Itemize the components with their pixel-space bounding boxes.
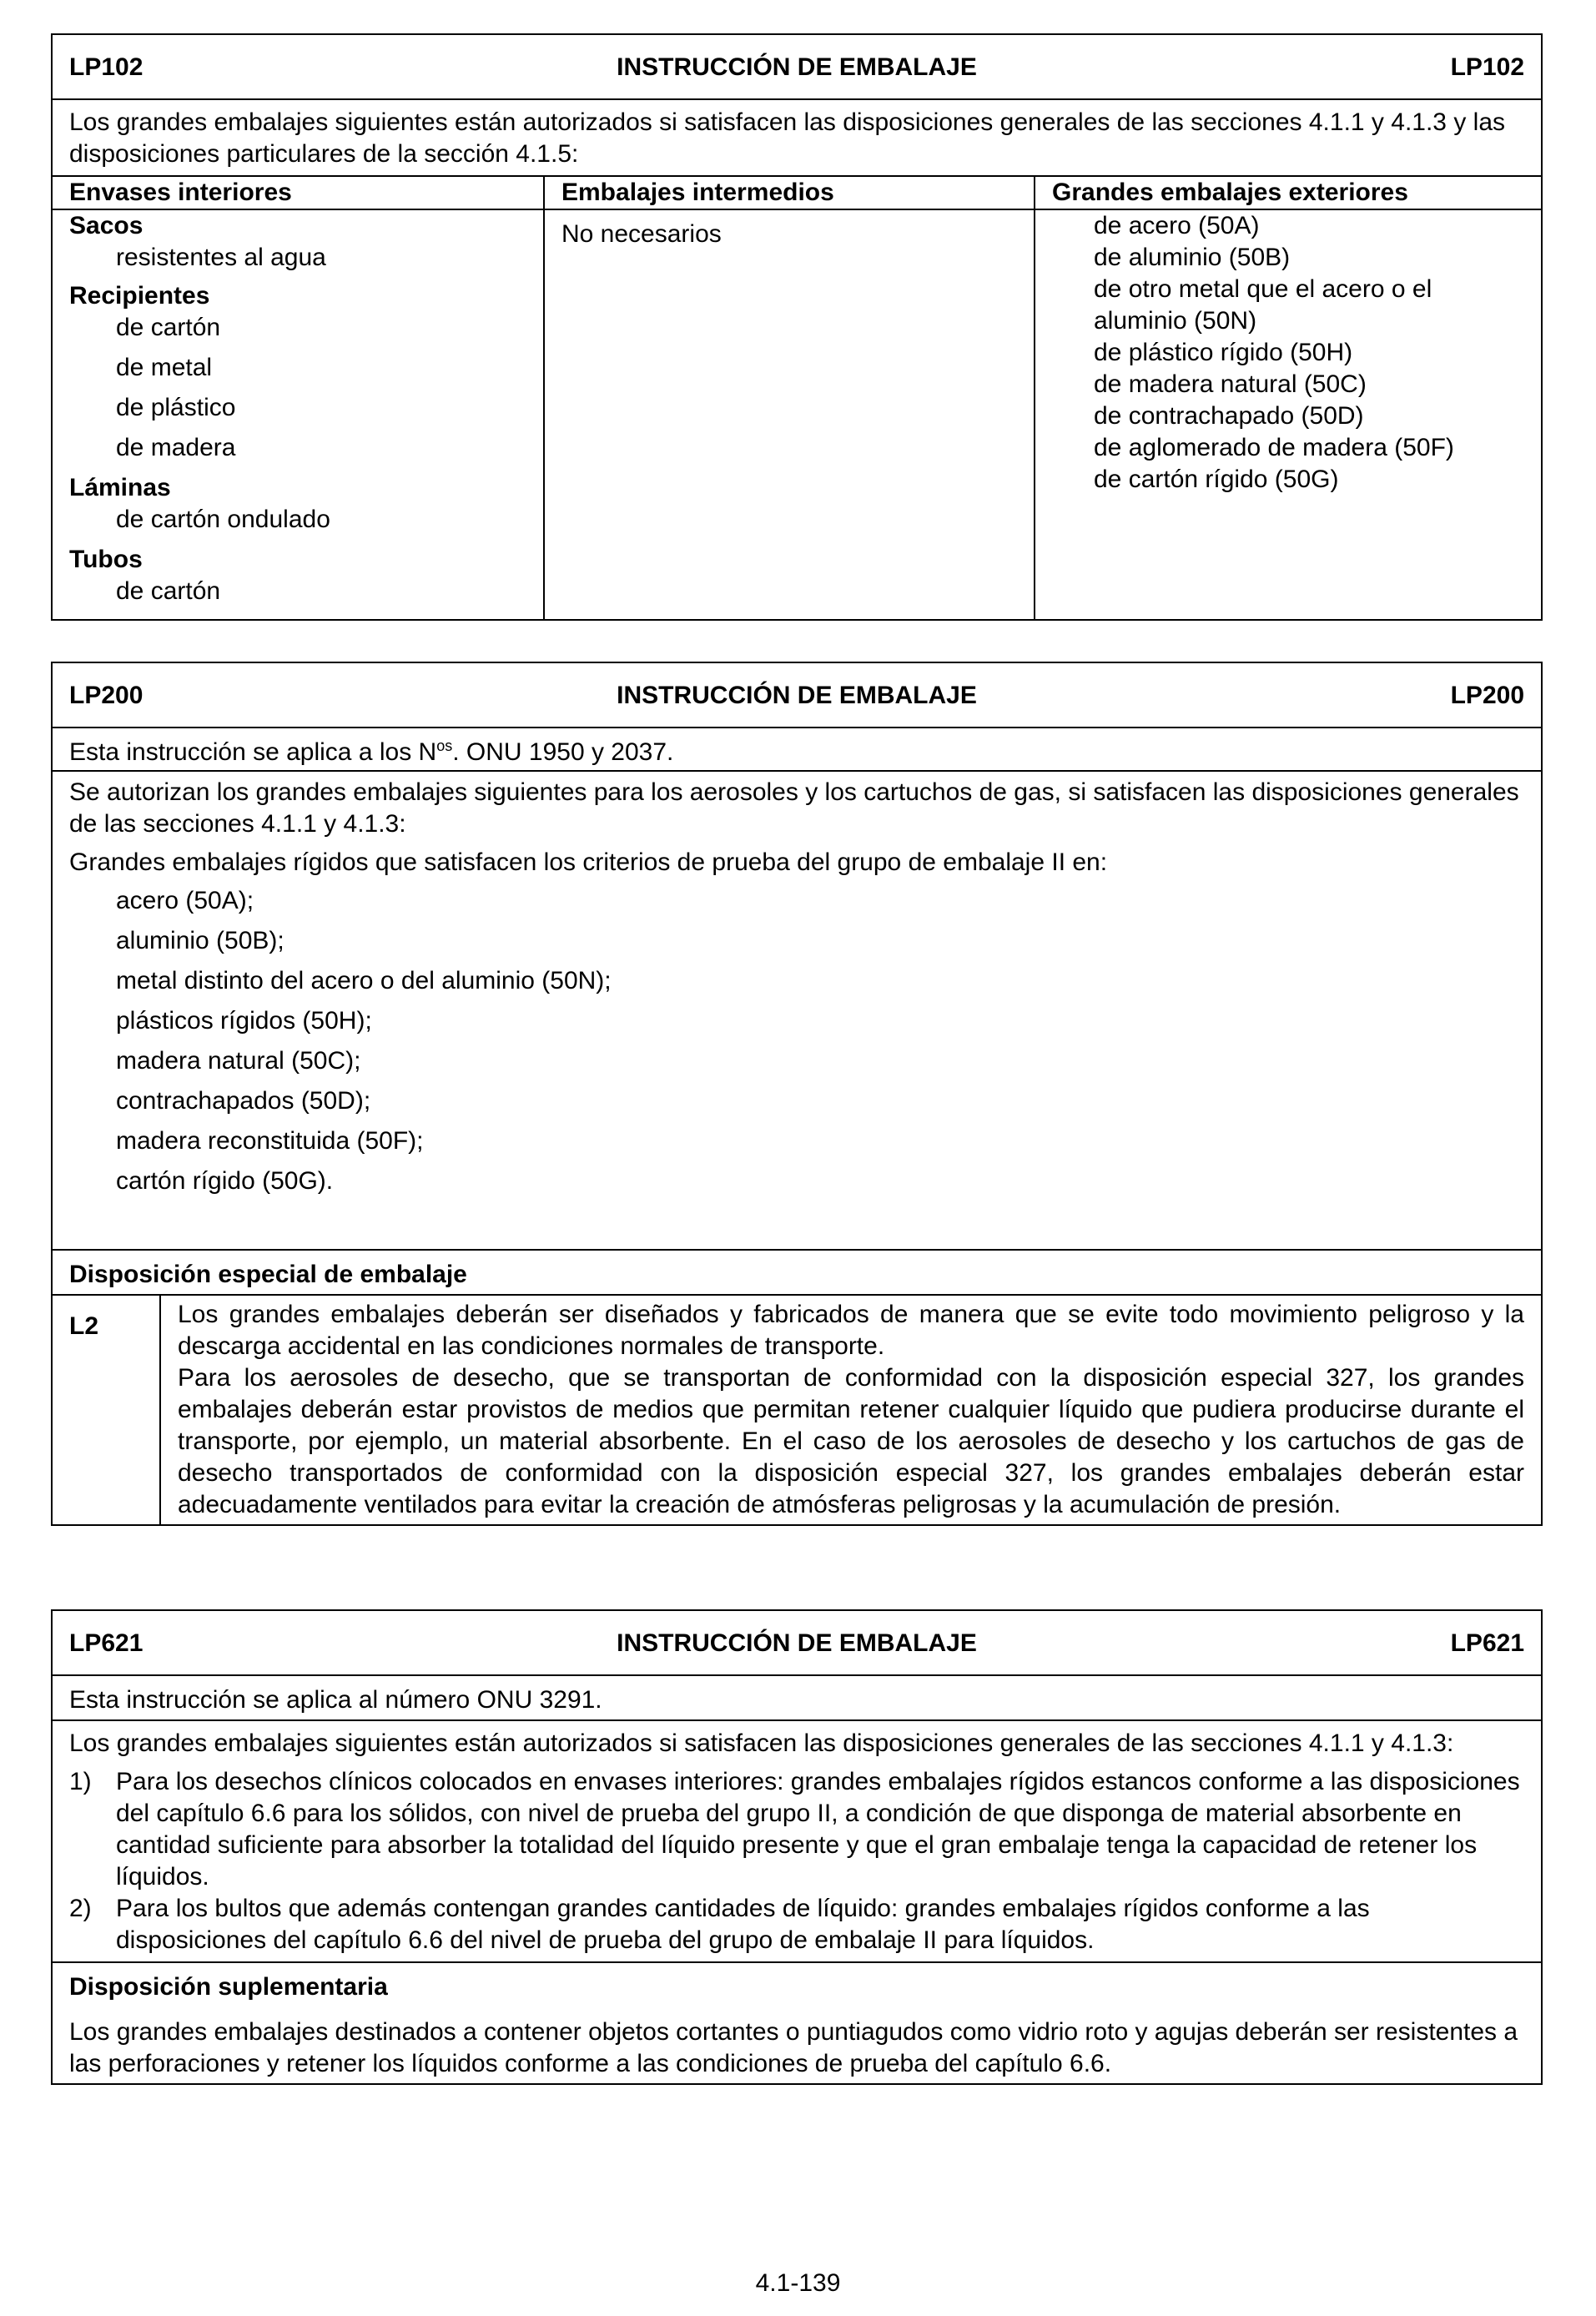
col-header-outer: Grandes embalajes exteriores: [1034, 177, 1541, 209]
lp102-code-right: LP102: [1450, 53, 1524, 81]
lp621-body: [53, 1719, 1541, 1961]
material-item: cartón rígido (50G).: [116, 1167, 334, 1195]
lp621-supplementary: [53, 1961, 1541, 2083]
lp200-special-provision: [53, 1294, 1541, 1524]
page-number: 4.1-139: [755, 2269, 841, 2297]
lp621-item: [69, 1893, 1524, 1956]
lp621-supp-heading: Disposición suplementaria: [69, 1973, 388, 2001]
material-item: madera reconstituida (50F);: [116, 1127, 424, 1155]
outer-item: de aglomerado de madera (50F): [1094, 434, 1454, 461]
inner-item: de madera: [116, 434, 236, 461]
lp102-intro: Los grandes embalajes siguientes están autorizados si satisfacen las disposiciones generales de las secciones 4.1.1 y 4.1.3 y las disposiciones particulares de la sección 4.1.5:: [53, 98, 1541, 175]
special-provision-code: L2: [53, 1296, 161, 1524]
material-item: acero (50A);: [116, 887, 254, 914]
material-item: aluminio (50B);: [116, 927, 284, 954]
lp102-title: INSTRUCCIÓN DE EMBALAJE: [617, 53, 977, 81]
inner-category-recipientes: Recipientes: [69, 282, 210, 310]
lp621-code-right: LP621: [1450, 1629, 1524, 1657]
lp200-applies-pre: Esta instrucción se aplica a los N: [69, 738, 437, 766]
lp621-item: [69, 1766, 1524, 1893]
lp200-authorized: Se autorizan los grandes embalajes siguientes para los aerosoles y los cartuchos de gas, si satisfacen las disposiciones generales de las secciones 4.1.1 y 4.1.3:: [69, 778, 1519, 838]
inner-item: de plástico: [116, 394, 236, 421]
lp621-title: INSTRUCCIÓN DE EMBALAJE: [617, 1629, 977, 1657]
outer-item: de cartón rígido (50G): [1094, 466, 1339, 493]
lp102-column-headers: [53, 175, 1541, 209]
lp621-item-text: Para los desechos clínicos colocados en envases interiores: grandes embalajes rígidos estancos conforme a las disposiciones del capítulo 6.6 para los sólidos, con nivel de prueba del grupo II, a condición de que disponga de material absorbente en cantidad suficiente para absorber la totalidad del líquido presente y que el gran embalaje tenga la capacidad de retener los líquidos.: [116, 1768, 1520, 1891]
lp621-intro: Los grandes embalajes siguientes están autorizados si satisfacen las disposiciones generales de las secciones 4.1.1 y 4.1.3:: [69, 1729, 1454, 1757]
lp621-code-left: LP621: [69, 1629, 143, 1657]
lp621-item-text: Para los bultos que además contengan grandes cantidades de líquido: grandes embalajes rígidos conforme a las disposiciones del capítulo 6.6 del nivel de prueba del grupo de embalaje II para líquidos.: [116, 1895, 1370, 1954]
lp102-code-left: LP102: [69, 53, 143, 81]
outer-item: de otro metal que el acero o el aluminio (50N): [1094, 275, 1432, 335]
lp621-item-number: 1): [69, 1768, 92, 1795]
lp200-title: INSTRUCCIÓN DE EMBALAJE: [617, 682, 977, 709]
outer-item: de plástico rígido (50H): [1094, 339, 1353, 366]
lp102-header: [53, 35, 1541, 98]
outer-item: de acero (50A): [1094, 212, 1260, 239]
outer-item: de madera natural (50C): [1094, 370, 1367, 398]
lp621-item-number: 2): [69, 1895, 92, 1922]
outer-item: de contrachapado (50D): [1094, 402, 1364, 430]
material-item: metal distinto del acero o del aluminio (50N);: [116, 967, 612, 994]
lp200-applies-post: . ONU 1950 y 2037.: [452, 738, 674, 766]
lp200-special-heading: Disposición especial de embalaje: [53, 1249, 1541, 1294]
inner-packagings: [53, 210, 543, 619]
lp200-table: [51, 662, 1543, 1526]
lp621-applies: Esta instrucción se aplica al número ONU 3291.: [53, 1674, 1541, 1719]
intermediate-packagings: No necesarios: [543, 210, 1034, 619]
material-item: plásticos rígidos (50H);: [116, 1007, 372, 1035]
lp200-body: [53, 770, 1541, 1249]
material-item: madera natural (50C);: [116, 1047, 361, 1075]
inner-item: de cartón ondulado: [116, 506, 330, 533]
inner-item: resistentes al agua: [116, 244, 326, 271]
special-provision-p2: Para los aerosoles de desecho, que se transportan de conformidad con la disposición especial 327, los grandes embalajes deberán estar provistos de medios que permitan retener cualquier líquido que pudiera producirse durante el transporte, por ejemplo, un material absorbente. En el caso de los aerosoles de desecho y los cartuchos de gas de desecho transportados de conformidad con la disposición especial 327, los grandes embalajes deberán estar adecuadamente ventilados para evitar la creación de atmósferas peligrosas y la acumulación de presión.: [178, 1364, 1524, 1518]
inner-item: de metal: [116, 354, 213, 381]
special-provision-text: [161, 1296, 1541, 1524]
lp200-code-left: LP200: [69, 682, 143, 709]
inner-category-laminas: Láminas: [69, 474, 171, 501]
outer-packagings: [1034, 210, 1541, 619]
lp200-applies-sup: os: [436, 738, 453, 754]
col-header-inner: Envases interiores: [69, 179, 292, 206]
lp102-table: [51, 33, 1543, 621]
lp200-rigid-intro: Grandes embalajes rígidos que satisfacen los criterios de prueba del grupo de embalaje II en:: [69, 848, 1108, 876]
inner-item: de cartón: [116, 314, 221, 341]
inner-item: de cartón: [116, 577, 221, 605]
inner-category-tubos: Tubos: [69, 546, 143, 573]
special-provision-p1: Los grandes embalajes deberán ser diseñados y fabricados de manera que se evite todo movimiento peligroso y la descarga accidental en las condiciones normales de transporte.: [178, 1301, 1524, 1360]
material-item: contrachapados (50D);: [116, 1087, 371, 1115]
inner-category-sacos: Sacos: [69, 212, 143, 239]
outer-item: de aluminio (50B): [1094, 244, 1291, 271]
lp102-body: [53, 209, 1541, 619]
lp621-header: [53, 1611, 1541, 1674]
col-header-intermediate: Embalajes intermedios: [543, 177, 1034, 209]
lp200-applies: [53, 727, 1541, 770]
lp621-supp-text: Los grandes embalajes destinados a contener objetos cortantes o puntiagudos como vidrio roto y agujas deberán ser resistentes a las perforaciones y retener los líquidos conforme a las condiciones de prueba del capítulo 6.6.: [69, 2018, 1518, 2077]
lp621-table: [51, 1609, 1543, 2085]
lp200-header: [53, 663, 1541, 727]
lp200-code-right: LP200: [1450, 682, 1524, 709]
